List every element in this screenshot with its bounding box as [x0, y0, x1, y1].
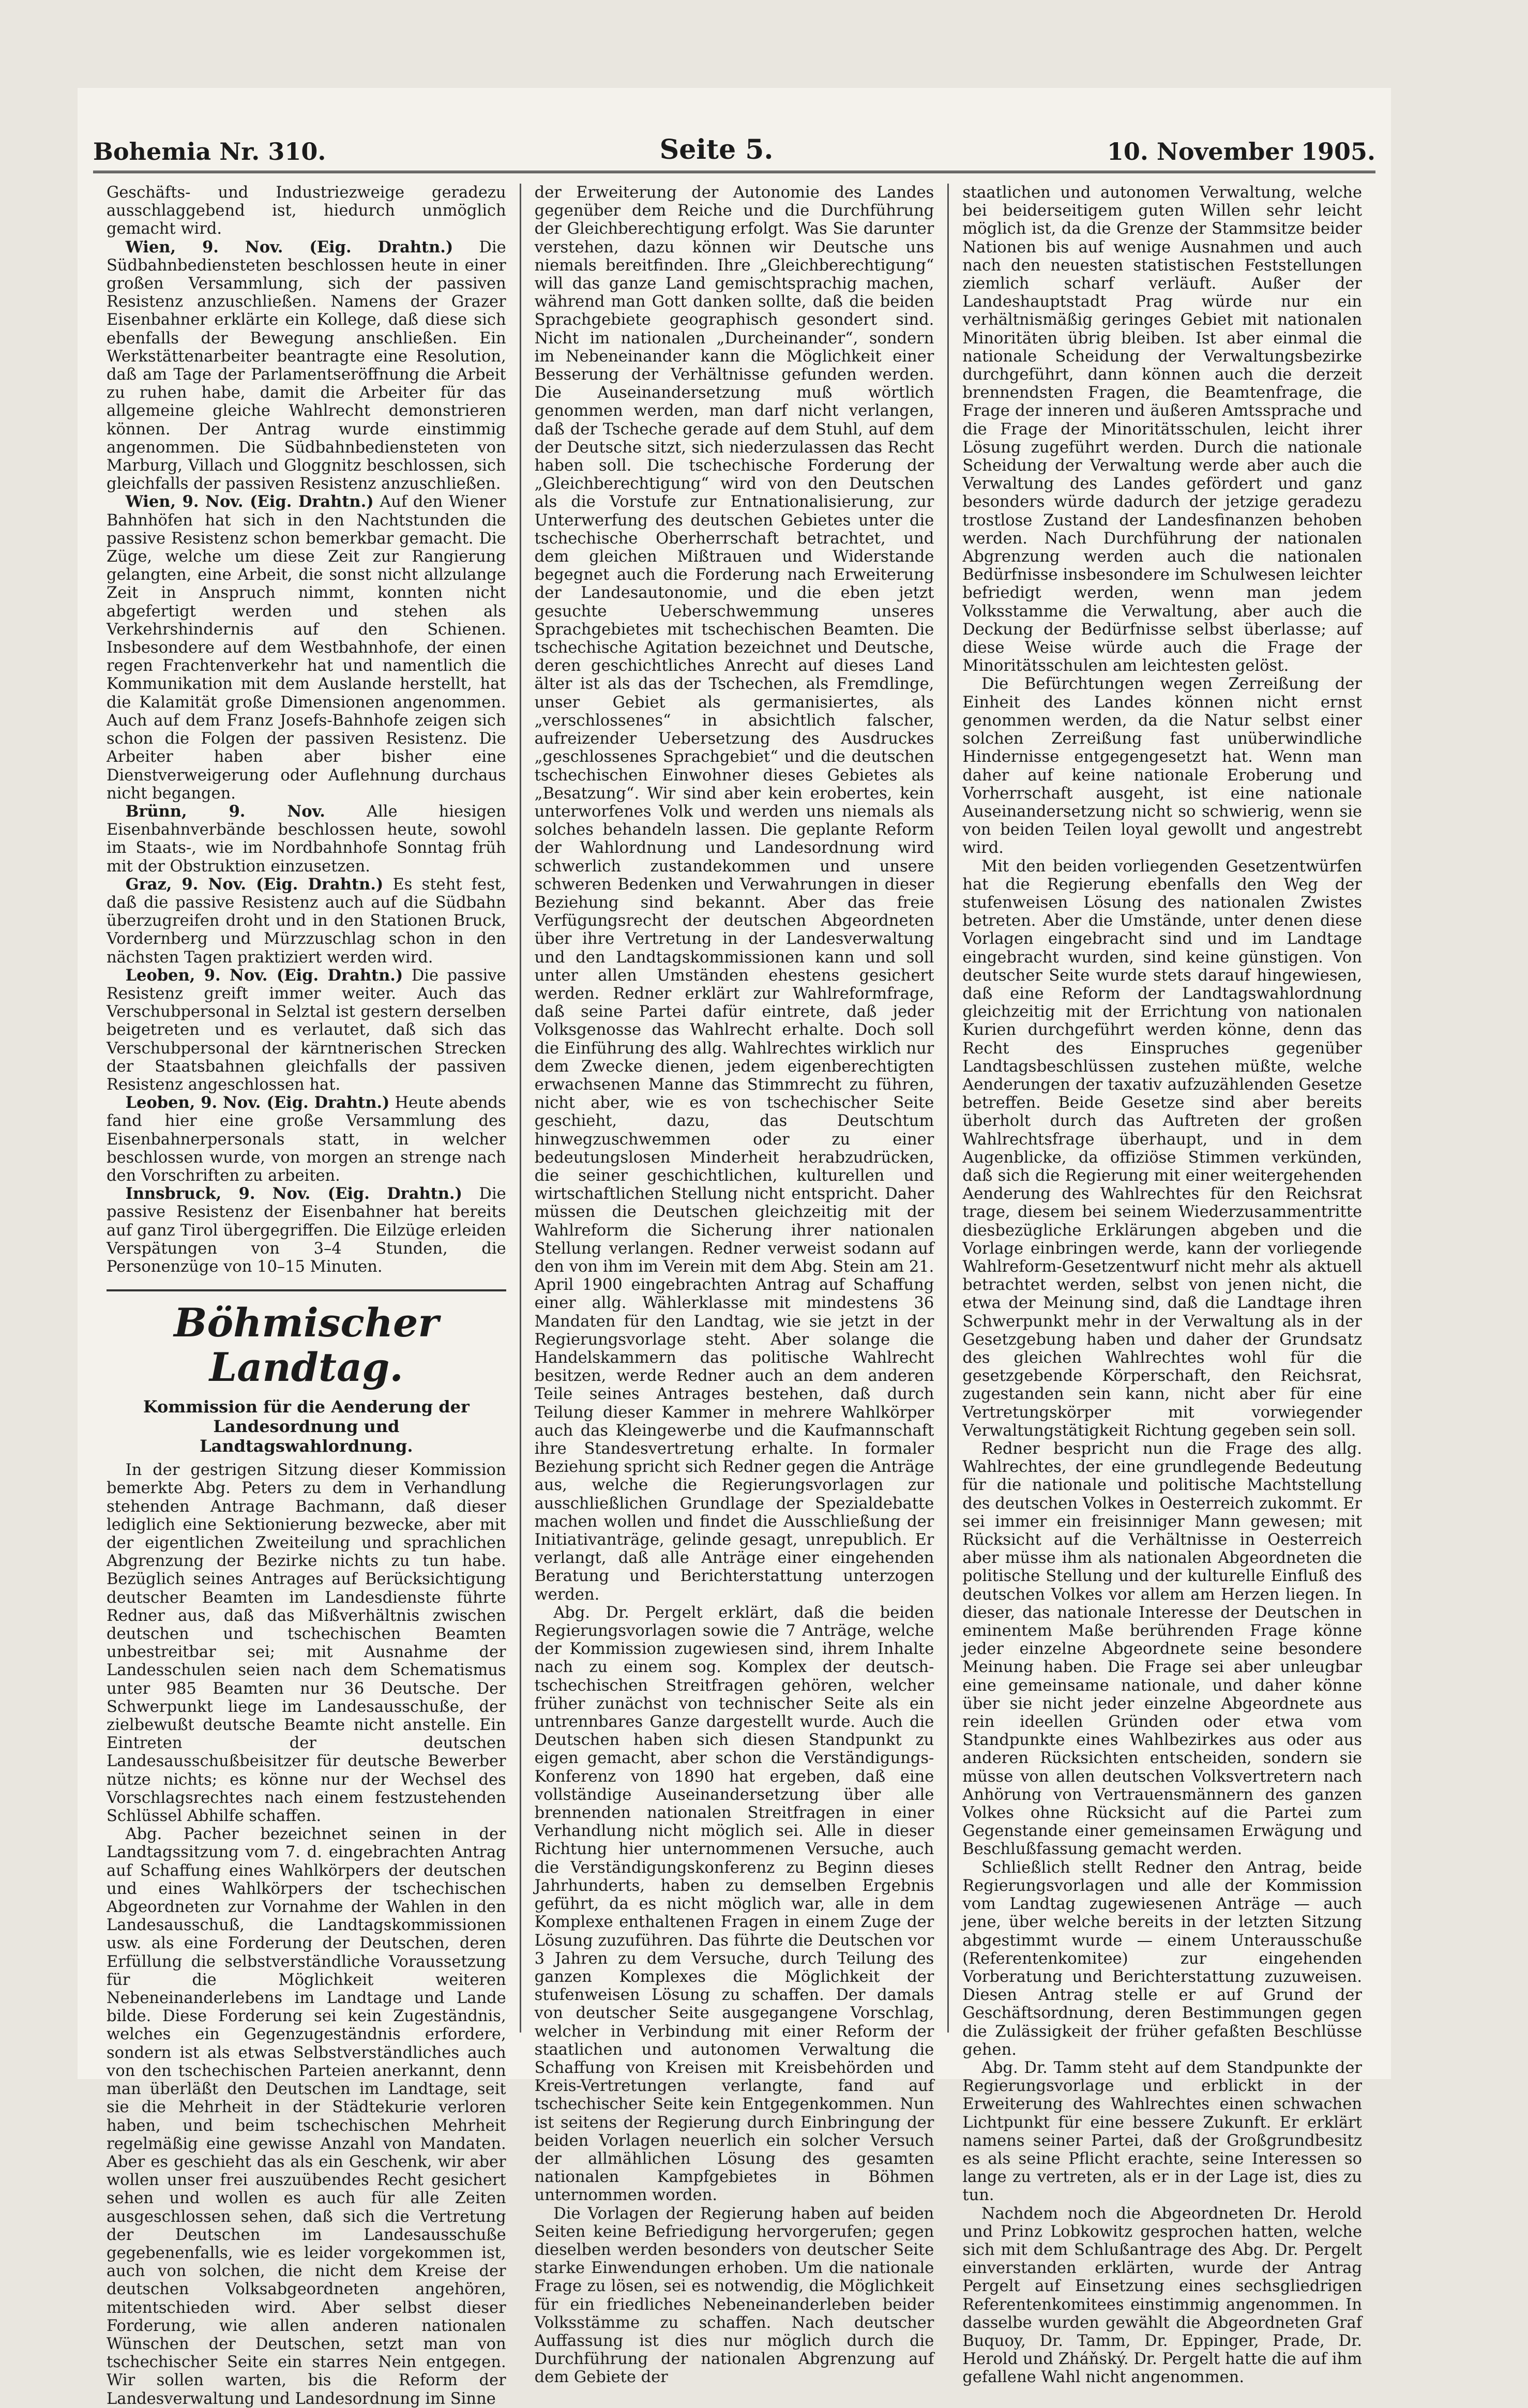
paragraph: Abg. Pacher bezeichnet seinen in der Landtagssitzung vom 7. d. eingebrachten Antrag auf Schaffung eines Wahlkörpers der deutschen und eines Wahlkörpers der tschechischen Abgeordneten zur Vornahme der Wahlen in den Landesausschuß, die Landtagskommissionen usw. als eine Forderung der Deutschen, deren Erfüllung die selbstverständliche Voraussetzung für die Möglichkeit weiteren Nebeneinanderlebens im Landtage und Lande bilde. Diese Forderung sei kein Zugeständnis, welches ein Gegenzugeständnis erfordere, sondern ist als etwas Selbstverständliches auch von den tschechischen Parteien anerkannt, denn man überläßt den Deutschen im Landtage, seit sie die Mehrheit in der Städtekurie verloren haben, und beim tschechischen Mehrheit regelmäßig eine gewisse Anzahl von Mandaten. Aber es geschieht das als ein Geschenk, wir aber wollen unser frei auszuübendes Recht gesichert sehen und wollen es auch für alle Zeiten ausgeschlossen sehen, daß sich die Vertretung der Deutschen im Landesausschuße gegebenenfalls, wie es leider vorgekommen ist, auch von solchen, die nicht dem Kreise der deutschen Volksabgeordneten angehören, mitentschieden wird. Aber selbst dieser Forderung, wie allen anderen nationalen Wünschen der Deutschen, setzt man von tschechischer Seite ein starres Nein entgegen. Wir sollen warten, bis die Reform der Landesverwaltung und Landesordnung im Sinne: [107, 1825, 506, 2408]
paragraph: Abg. Dr. Tamm steht auf dem Standpunkte der Regierungsvorlage und erblickt in der Erweiterung des Wahlrechtes einen schwachen Lichtpunkt für eine bessere Zukunft. Er erklärt namens seiner Partei, daß der Großgrundbesitz es als seine Pflicht erachte, seine Interessen so lange zu vertreten, als er in der Lage ist, dies zu tun.: [962, 2058, 1363, 2205]
news-text: Die passive Resistenz der Eisenbahner hat bereits auf ganz Tirol übergegriffen. Die Eilzüge erleiden Verspätungen von 3–4 Stunden, die Personenzüge von 10–15 Minuten.: [107, 1185, 506, 1276]
paragraph: Schließlich stellt Redner den Antrag, beide Regierungsvorlagen und alle der Kommission vom Landtag zugewiesenen Anträge — auch jene, über welche bereits in der letzten Sitzung abgestimmt wurde — einem Unterausschuße (Referentenkomitee) zur eingehenden Vorberatung und Berichterstattung zuzuweisen. Diesen Antrag stelle er auf Grund der Geschäftsordnung, deren Bestimmungen gegen die Zulässigkeit der früher gefaßten Beschlüsse gehen.: [962, 1858, 1363, 2059]
column-3: [947, 184, 1375, 2387]
column-1: [93, 184, 520, 2408]
news-item: [107, 803, 506, 876]
dateline: Wien, 9. Nov. (Eig. Drahtn.): [125, 492, 374, 511]
columns: [93, 184, 1375, 2408]
paragraph: Geschäfts- und Industriezweige geradezu ausschlaggebend ist, hiedurch unmöglich gemacht wird.: [107, 184, 506, 238]
news-text: Alle hiesigen Eisenbahnverbände beschlossen heute, sowohl im Staats-, wie im Nordbahnhofe Sonntag früh mit der Obstruktion einzusetzen.: [107, 802, 506, 876]
paragraph: der Erweiterung der Autonomie des Landes gegenüber dem Reiche und die Durchführung der Gleichberechtigung erfolgt. Was Sie darunter verstehen, dazu können wir Deutsche uns niemals bereitfinden. Ihre „Gleichberechtigung“ will das ganze Land gemischtsprachig machen, während man Gott danken sollte, daß die beiden Sprachgebiete geographisch gesondert sind. Nicht im nationalen „Durcheinander“, sondern im Nebeneinander kann die Möglichkeit einer Besserung der Verhältnisse gefunden werden. Die Auseinandersetzung muß wörtlich genommen werden, man darf nicht verlangen, daß der Tscheche gerade auf dem Stuhl, auf dem der Deutsche sitzt, sich niederzulassen das Recht haben soll. Die tschechische Forderung der „Gleichberechtigung“ wird von den Deutschen als die Vorstufe zur Entnationalisierung, zur Unterwerfung des deutschen Gebietes unter die tschechische Oberherrschaft betrachtet, und dem gleichen Mißtrauen und Widerstande begegnet auch die Forderung nach Erweiterung der Landesautonomie, und die eben jetzt gesuchte Ueberschwemmung unseres Sprachgebietes mit tschechischen Beamten. Die tschechische Agitation bezeichnet und Deutsche, deren geschichtliches Anrecht auf dieses Land älter ist als das der Tschechen, als Fremdlinge, unser Gebiet als germanisiertes, als „verschlossenes“ in absichtlich falscher, aufreizender Uebersetzung des Ausdruckes „geschlossenes Sprachgebiet“ und die deutschen tschechischen Einwohner dieses Gebietes als „Besatzung“. Wir sind aber kein erobertes, kein unterworfenes Volk und werden uns niemals als solches behandeln lassen. Die geplante Reform der Wahlordnung und Landesordnung wird schwerlich zustandekommen und unsere schweren Bedenken und Verwahrungen in dieser Beziehung sind bekannt. Aber das freie Verfügungsrecht der deutschen Abgeordneten über ihre Vertretung in der Landesverwaltung und den Landtagskommissionen kann und soll unter allen Umständen ehestens gesichert werden. Redner erklärt zur Wahlreformfrage, daß seine Partei dafür eintrete, daß jeder Volksgenosse das Wahlrecht erhalte. Doch soll die Einführung des allg. Wahlrechtes wirklich nur dem Zwecke dienen, jedem eigenberechtigten erwachsenen Manne das Stimmrecht zu führen, nicht aber, wie es von tschechischer Seite geschieht, dazu, das Deutschtum hinwegzuschwemmen oder zu einer bedeutungslosen Minderheit herabzudrücken, die seiner geschichtlichen, kulturellen und wirtschaftlichen Stellung nicht entspricht. Daher müssen die Deutschen gleichzeitig mit der Wahlreform die Sicherung ihrer nationalen Stellung verlangen. Redner verweist sodann auf den von ihm im Verein mit dem Abg. Stein am 21. April 1900 eingebrachten Antrag auf Schaffung einer allg. Wählerklasse mit mindestens 36 Mandaten für den Landtag, wie sie jetzt in der Regierungsvorlage steht. Aber solange die Handelskammern das politische Wahlrecht besitzen, werde Redner auch an dem anderen Teile seines Antrages bestehen, daß durch Teilung dieser Kammer in mehrere Wahlkörper auch das Kleingewerbe und die Kaufmannschaft ihre Standesvertretung erhalte. In formaler Beziehung spricht sich Redner gegen die Anträge aus, welche die Regierungsvorlagen zur ausschließlichen Grundlage der Spezialdebatte machen wollen und findet die Ausschließung der Initiativanträge, gelinde gesagt, unrepublich. Er verlangt, daß alle Anträge einer eingehenden Beratung und Berichterstattung unterzogen werden.: [534, 184, 934, 1604]
dateline: Wien, 9. Nov. (Eig. Drahtn.): [125, 237, 453, 257]
dateline: Leoben, 9. Nov. (Eig. Drahtn.): [125, 966, 403, 985]
page-header: [93, 103, 1375, 165]
dateline: Brünn, 9. Nov.: [125, 802, 325, 821]
header-rule: [93, 171, 1375, 173]
news-item: [107, 1185, 506, 1276]
paragraph: Die Vorlagen der Regierung haben auf beiden Seiten keine Befriedigung hervorgerufen; gegen dieselben werden besonders von deutscher Seite starke Einwendungen erhoben. Um die nationale Frage zu lösen, sei es notwendig, die Möglichkeit für ein friedliches Nebeneinanderleben beider Volksstämme zu schaffen. Nach deutscher Auffassung ist dies nur möglich durch die Durchführung der nationalen Abgrenzung auf dem Gebiete der: [534, 2204, 934, 2387]
paragraph: Abg. Dr. Pergelt erklärt, daß die beiden Regierungsvorlagen sowie die 7 Anträge, welche der Kommission zugewiesen sind, ihrem Inhalte nach zu einem sog. Komplex der deutsch-tschechischen Streitfragen gehören, welcher früher zunächst von technischer Seite als ein untrennbares Ganze dargestellt wurde. Auch die Deutschen haben sich diesen Standpunkt zu eigen gemacht, aber schon die Verständigungs-Konferenz von 1890 hat ergeben, daß eine vollständige Auseinandersetzung über alle brennenden nationalen Streitfragen in einer Verhandlung nicht möglich sei. Alle in dieser Richtung hier unternommenen Versuche, auch die Verständigungskonferenz zu Beginn dieses Jahrhunderts, haben zu demselben Ergebnis geführt, da es nicht möglich war, alle in dem Komplexe enthaltenen Fragen in einem Zuge der Lösung zuzuführen. Das führte die Deutschen vor 3 Jahren zu dem Versuche, durch Teilung des ganzen Komplexes die Möglichkeit der stufenweisen Lösung zu schaffen. Der damals von deutscher Seite ausgegangene Vorschlag, welcher in Verbindung mit einer Reform der staatlichen und autonomen Verwaltung die Schaffung von Kreisen mit Kreisbehörden und Kreis-Vertretungen verlangte, fand auf tschechischer Seite kein Entgegenkommen. Nun ist seitens der Regierung durch Einbringung der beiden Vorlagen neuerlich ein solcher Versuch der allmählichen Lösung des gesamten nationalen Kampfgebietes in Böhmen unternommen worden.: [534, 1603, 934, 2205]
paragraph: Mit den beiden vorliegenden Gesetzentwürfen hat die Regierung ebenfalls den Weg der stufenweisen Lösung des nationalen Zwistes betreten. Aber die Umstände, unter denen diese Vorlagen eingebracht sind und im Landtage eingebracht wurden, sind keine günstigen. Von deutscher Seite wurde stets darauf hingewiesen, daß eine Reform der Landtagswahlordnung gleichzeitig mit der Errichtung von nationalen Kurien durchgeführt werden könne, denn das Recht des Einspruches gegenüber Landtagsbeschlüssen zustehen müßte, welche Aenderungen der taxativ aufzuzählenden Gesetze betreffen. Beide Gesetze sind aber bereits überholt durch das Auftreten der großen Wahlrechtsfrage überhaupt, und in dem Augenblicke, da offiziöse Stimmen verkünden, daß sich die Regierung mit einer weitergehenden Aenderung des Wahlrechtes für den Reichsrat trage, diesem bei seinem Wiederzusammentritte diesbezügliche Erklärungen abgeben und die Vorlage einbringen werde, kann der vorliegende Wahlreform-Gesetzentwurf nicht mehr als aktuell betrachtet werden, selbst von jenen nicht, die etwa der Meinung sind, daß die Landtage ihren Schwerpunkt mehr in der Verwaltung als in der Gesetzgebung haben und daher der Grundsatz des gleichen Wahlrechtes wohl für die gesetzgebende Körperschaft, den Reichsrat, zugestanden sein kann, nicht aber für eine Vertretungskörper mit vorwiegender Verwaltungstätigkeit Richtung gegeben sein soll.: [962, 857, 1363, 1440]
dateline: Innsbruck, 9. Nov. (Eig. Drahtn.): [125, 1184, 462, 1203]
section-title: Böhmischer Landtag.: [174, 1300, 439, 1391]
dateline: Leoben, 9. Nov. (Eig. Drahtn.): [125, 1093, 390, 1112]
news-text: Die Südbahnbediensteten beschlossen heute in einer großen Versammlung, sich der passiven Resistenz anzuschließen. Namens der Grazer Eisenbahner erklärte ein Kollege, daß diese sich ebenfalls der Bewegung anschließen. Ein Werkstättenarbeiter beantragte eine Resolution, daß am Tage der Parlamentseröffnung die Arbeit zu ruhen habe, damit die Arbeiter für das allgemeine gleiche Wahlrecht demonstrieren können. Der Antrag wurde einstimmig angenommen. Die Südbahnbediensteten von Marburg, Villach und Gloggnitz beschlossen, sich gleichfalls der passiven Resistenz anzuschließen.: [107, 238, 506, 493]
paragraph: Die Befürchtungen wegen Zerreißung der Einheit des Landes können nicht ernst genommen werden, da die Natur selbst einer solchen Zerreißung fast unüberwindliche Hindernisse entgegengesetzt hat. Wenn man daher auf keine nationale Eroberung und Vorherrschaft ausgeht, ist eine nationale Auseinandersetzung nicht so schwierig, wenn sie von beiden Teilen loyal gewollt und angestrebt wird.: [962, 675, 1363, 857]
news-text: Es steht fest, daß die passive Resistenz auch auf die Südbahn überzugreifen droht und in den Stationen Bruck, Vordernberg und Mürzzuschlag schon in den nächsten Tagen praktiziert werden wird.: [107, 875, 506, 967]
dateline: Graz, 9. Nov. (Eig. Drahtn.): [125, 875, 384, 894]
section-divider: [107, 1289, 506, 1291]
news-text: Die passive Resistenz greift immer weiter. Auch das Verschubpersonal in Selztal ist gestern derselben beigetreten und es verlautet, daß sich das Verschubpersonal der kärntnerischen Strecken der Staatsbahnen gleichfalls der passiven Resistenz angeschlossen hat.: [107, 966, 506, 1094]
news-item: [107, 1094, 506, 1185]
paragraph: Redner bespricht nun die Frage des allg. Wahlrechtes, der eine grundlegende Bedeutung für die nationale und politische Machtstellung des deutschen Volkes in Oesterreich zukommt. Er sei immer ein freisinniger Mann gewesen; mit Rücksicht auf die Verhältnisse in Oesterreich aber müsse ihm als nationalen Abgeordneten die politische Stellung und der kulturelle Einfluß des deutschen Volkes vor allem am Herzen liegen. In dieser, das nationale Interesse der Deutschen in eminentem Maße berührenden Frage könne jeder einzelne Abgeordnete seine besondere Meinung haben. Die Frage sei aber unleugbar eine gemeinsame nationale, und daher könne über sie nicht jeder einzelne Abgeordnete aus rein ideellen Gründen oder etwa vom Standpunkte eines Wahlbezirkes aus oder aus anderen Rücksichten entscheiden, sondern sie müsse von allen deutschen Volksvertretern nach Anhörung von Vertrauensmännern des ganzen Volkes ohne Rücksicht auf die Partei zum Gegenstande einer gemeinsamen Erwägung und Beschlußfassung gemacht werden.: [962, 1440, 1363, 1859]
news-text: Heute abends fand hier eine große Versammlung des Eisenbahnerpersonals statt, in welcher beschlossen wurde, von morgen an strenge nach den Vorschriften zu arbeiten.: [107, 1094, 506, 1185]
header-date: 10. November 1905.: [1107, 138, 1375, 165]
paragraph: staatlichen und autonomen Verwaltung, welche bei beiderseitigem guten Willen sehr leicht möglich ist, da die Grenze der Stammsitze beider Nationen bis auf wenige Ausnahmen und auch nach den neuesten statistischen Feststellungen ziemlich scharf verläuft. Außer der Landeshauptstadt Prag würde nur ein verhältnismäßig geringes Gebiet mit nationalen Minoritäten übrig bleiben. Ist aber einmal die nationale Scheidung der Verwaltungsbezirke durchgeführt, dann können auch die derzeit brennendsten Fragen, die Beamtenfrage, die Frage der inneren und äußeren Amtssprache und die Frage der Minoritätsschulen, leicht ihrer Lösung zugeführt werden. Durch die nationale Scheidung der Verwaltung werde aber auch die Verwaltung des Landes gefördert und ganz besonders würde dadurch der jetzige geradezu trostlose Zustand der Landesfinanzen behoben werden. Nach Durchführung der nationalen Abgrenzung werden auch die nationalen Bedürfnisse insbesondere im Schulwesen leichter befriedigt werden, wenn man jedem Volksstamme die Verwaltung, aber auch die Deckung der Bedürfnisse selbst überlasse; auf diese Weise würde auch die Frage der Minoritätsschulen am leichtesten gelöst.: [962, 184, 1363, 675]
section-subheading: Kommission für die Aenderung der Landesordnung und Landtagswahlordnung.: [143, 1397, 470, 1456]
column-2: [520, 184, 948, 2387]
news-item: [107, 238, 506, 493]
news-text: Auf den Wiener Bahnhöfen hat sich in den Nachtstunden die passive Resistenz schon bemerkbar gemacht. Die Züge, welche um diese Zeit zur Rangierung gelangten, eine Arbeit, die sonst nicht allzulange Zeit in Anspruch nimmt, konnten nicht abgefertigt werden und stehen als Verkehrshindernis auf den Schienen. Insbesondere auf dem Westbahnhofe, der einen regen Frachtenverkehr hat und namentlich die Kommunikation mit dem Auslande herstellt, hat die Kalamität große Dimensionen angenommen. Auch auf dem Franz Josefs-Bahnhofe zeigen sich schon die Folgen der passiven Resistenz. Die Arbeiter haben aber bisher eine Dienstverweigerung oder Auflehnung durchaus nicht begangen.: [107, 493, 506, 803]
paragraph: Nachdem noch die Abgeordneten Dr. Herold und Prinz Lobkowitz gesprochen hatten, welche sich mit dem Schlußantrage des Abg. Dr. Pergelt einverstanden erklärten, wurde der Antrag Pergelt auf Einsetzung eines sechsgliedrigen Referentenkomitees einstimmig angenommen. In dasselbe wurden gewählt die Abgeordneten Graf Buquoy, Dr. Tamm, Dr. Eppinger, Prade, Dr. Herold und Zháňský. Dr. Pergelt hatte die auf ihm gefallene Wahl nicht angenommen.: [962, 2204, 1363, 2387]
newspaper-page: [78, 88, 1391, 2408]
paragraph: In der gestrigen Sitzung dieser Kommission bemerkte Abg. Peters zu dem in Verhandlung stehenden Antrage Bachmann, daß dieser lediglich eine Sektionierung bezwecke, aber mit der eigentlichen Zweiteilung und sprachlichen Abgrenzung der Bezirke nichts zu tun habe. Bezüglich seines Antrages auf Berücksichtigung deutscher Beamten im Landesdienste führte Redner aus, daß das Mißverhältnis zwischen deutschen und tschechischen Beamten unbestreitbar sei; mit Ausnahme der Landesschulen seien nach dem Schematismus unter 985 Beamten nur 36 Deutsche. Der Schwerpunkt liege im Landesausschuße, der zielbewußt deutsche Beamte nicht anstelle. Ein Eintreten der deutschen Landesausschußbeisitzer für deutsche Bewerber nütze nichts; es könne nur der Wechsel des Vorschlagsrechtes nach einem festzustehenden Schlüssel Abhilfe schaffen.: [107, 1461, 506, 1826]
news-item: [107, 493, 506, 802]
header-issue: Bohemia Nr. 310.: [93, 138, 326, 165]
news-item: [107, 876, 506, 967]
header-page-number: Seite 5.: [659, 134, 774, 165]
news-item: [107, 967, 506, 1094]
